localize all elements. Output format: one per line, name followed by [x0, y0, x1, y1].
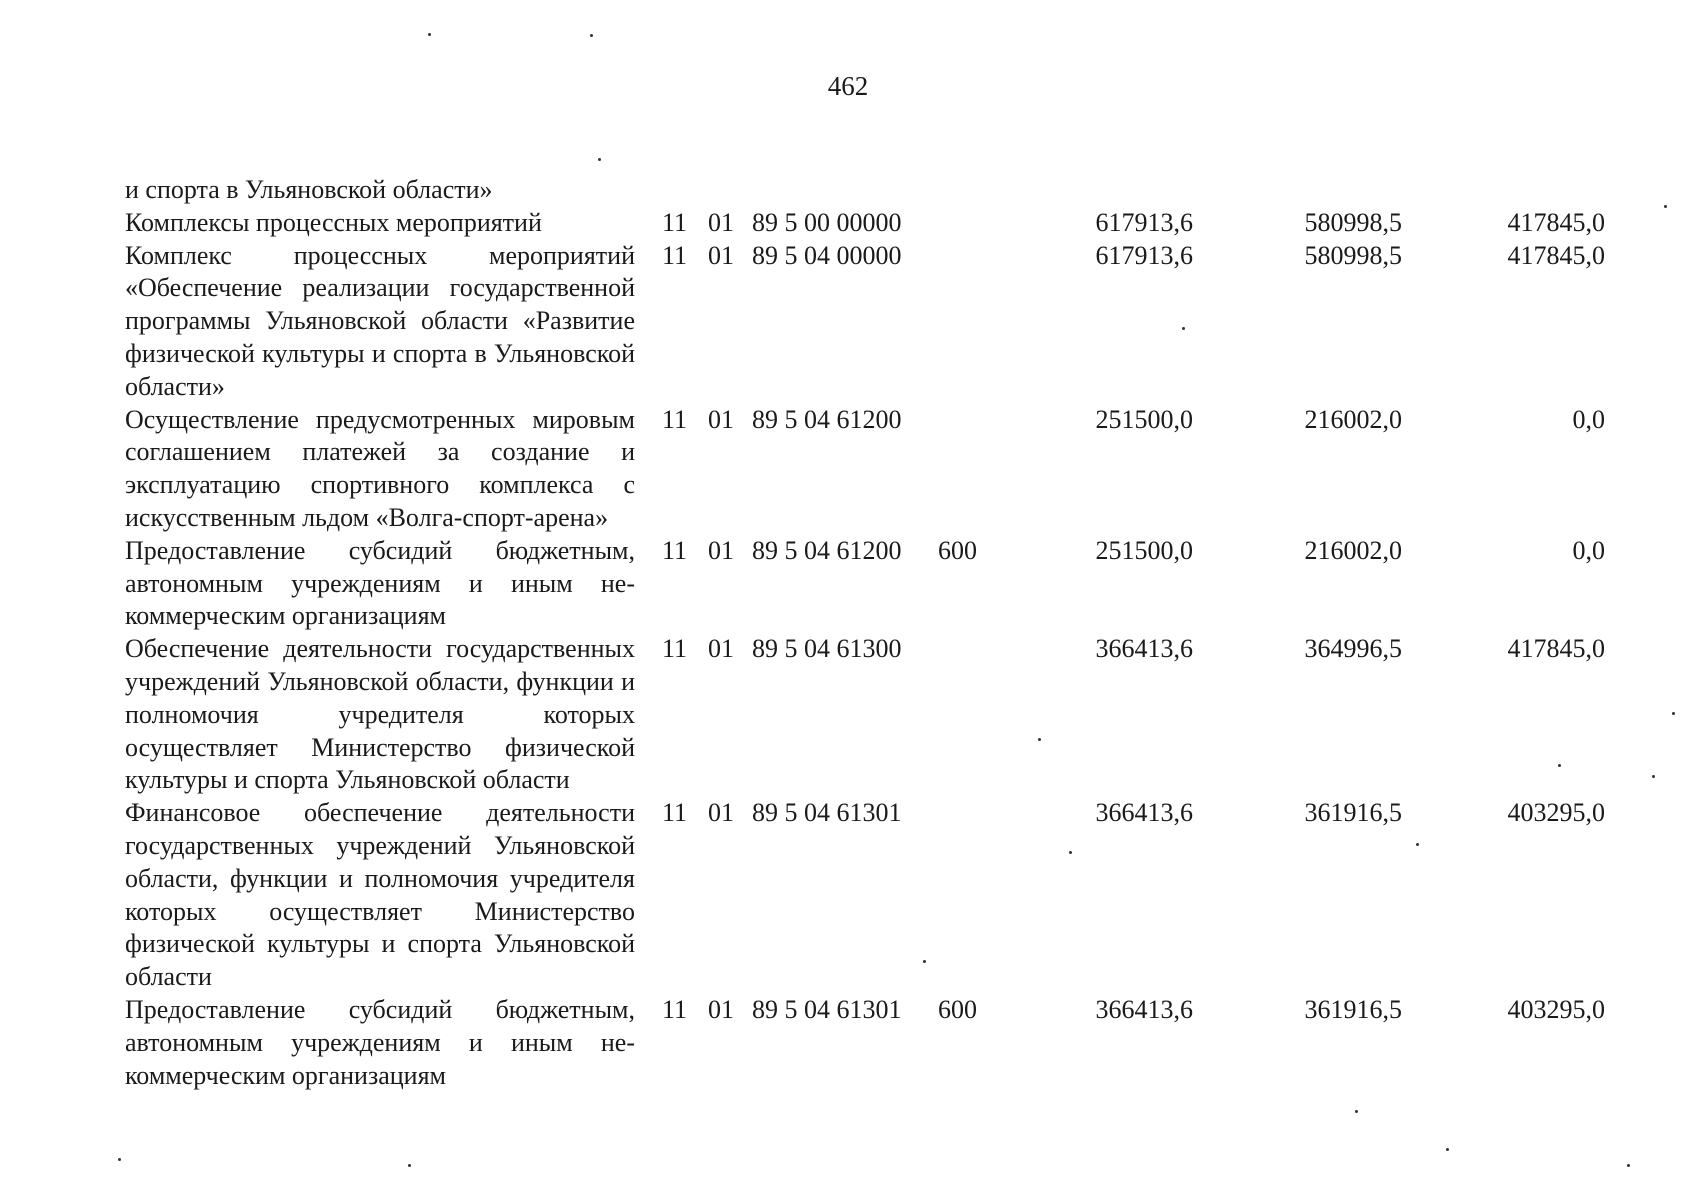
- row-amount-1: 366413,6: [1095, 798, 1193, 828]
- row-amount-3: 417845,0: [1507, 240, 1605, 270]
- table-row: [125, 535, 1605, 633]
- row-name: Обеспечение деятельности государственных учреждений Ульяновской области, функции и полномочия учредителя которых осуществляет Министерство физической культуры и спорта Ульяновской области: [125, 634, 635, 795]
- row-amount-2: 361916,5: [1304, 994, 1402, 1024]
- scan-speck: [590, 34, 593, 37]
- scan-speck: [1627, 1164, 1630, 1167]
- scan-speck: [1182, 327, 1185, 330]
- row-amount-2: 361916,5: [1304, 798, 1402, 828]
- row-subsection: [708, 174, 752, 207]
- row-target-article: 89 5 04 61200: [752, 404, 902, 434]
- row-section: 11: [662, 994, 688, 1024]
- row-amount-1: [1018, 174, 1193, 207]
- row-target-article: 89 5 00 00000: [752, 207, 902, 237]
- row-target-article: 89 5 04 61301: [752, 994, 902, 1024]
- row-target-article: 89 5 04 00000: [752, 240, 902, 270]
- row-section: 11: [662, 404, 688, 434]
- row-section: [635, 174, 708, 207]
- row-section: 11: [662, 798, 688, 828]
- row-subsection: 01: [708, 240, 734, 270]
- scan-speck: [598, 158, 601, 161]
- row-subsection: 01: [708, 994, 734, 1024]
- scan-speck: [1446, 1148, 1449, 1151]
- row-expense-type: [938, 174, 1018, 207]
- row-amount-2: 364996,5: [1304, 634, 1402, 664]
- row-expense-type: [938, 633, 1018, 797]
- scan-speck: [428, 33, 431, 36]
- row-name: Комплекс процессных мероприятий «Обеспечение реализации государственной программы Ульяновской области «Развитие физической культуры и спорта в Ульяновской области»: [125, 240, 635, 401]
- row-name: Комплексы процессных мероприятий: [125, 207, 542, 237]
- row-amount-1: 617913,6: [1095, 240, 1193, 270]
- row-amount-1: 366413,6: [1095, 994, 1193, 1024]
- row-amount-1: 617913,6: [1095, 207, 1193, 237]
- table-row: [125, 994, 1605, 1092]
- row-expense-type: 600: [938, 994, 977, 1024]
- scan-speck: [1652, 775, 1655, 778]
- row-name: и спорта в Ульяновской области»: [125, 175, 493, 204]
- table-row: [125, 797, 1605, 994]
- row-amount-2: 580998,5: [1304, 240, 1402, 270]
- budget-table: [125, 174, 1605, 1092]
- table-row: [125, 207, 1605, 240]
- table-row: [125, 240, 1605, 404]
- table-row: [125, 404, 1605, 535]
- row-expense-type: [938, 404, 1018, 535]
- row-amount-3: 417845,0: [1507, 207, 1605, 237]
- row-amount-2: 216002,0: [1304, 535, 1402, 565]
- row-subsection: 01: [708, 634, 734, 664]
- page-number: 462: [827, 71, 869, 101]
- row-expense-type: [938, 797, 1018, 994]
- row-amount-2: [1193, 174, 1402, 207]
- scan-speck: [1558, 764, 1561, 767]
- row-target-article: [752, 174, 938, 207]
- row-amount-1: 251500,0: [1095, 404, 1193, 434]
- table-row: [125, 174, 1605, 207]
- row-subsection: 01: [708, 404, 734, 434]
- row-target-article: 89 5 04 61301: [752, 798, 902, 828]
- scan-speck: [923, 960, 926, 963]
- table-row: [125, 633, 1605, 797]
- row-expense-type: 600: [938, 535, 977, 565]
- scan-speck: [1355, 1110, 1358, 1113]
- row-amount-3: 0,0: [1572, 535, 1605, 565]
- row-amount-1: 251500,0: [1095, 535, 1193, 565]
- scan-speck: [1416, 843, 1419, 846]
- row-section: 11: [662, 240, 688, 270]
- row-section: 11: [662, 535, 688, 565]
- row-name: Осуществление предусмотренных мировым соглашением платежей за создание и эксплуатацию спортивного комплекса с искусственным льдом «Волга-спорт-арена»: [125, 404, 635, 532]
- row-amount-3: 417845,0: [1507, 634, 1605, 664]
- row-amount-3: 0,0: [1572, 404, 1605, 434]
- scan-speck: [118, 1158, 121, 1161]
- row-expense-type: [938, 207, 1018, 240]
- row-subsection: 01: [708, 535, 734, 565]
- row-target-article: 89 5 04 61300: [752, 634, 902, 664]
- row-target-article: 89 5 04 61200: [752, 535, 902, 565]
- row-expense-type: [938, 240, 1018, 404]
- scan-speck: [1672, 712, 1675, 715]
- row-amount-2: 216002,0: [1304, 404, 1402, 434]
- row-subsection: 01: [708, 207, 734, 237]
- row-section: 11: [662, 634, 688, 664]
- row-amount-2: 580998,5: [1304, 207, 1402, 237]
- row-subsection: 01: [708, 798, 734, 828]
- scan-speck: [1038, 738, 1041, 741]
- row-amount-1: 366413,6: [1095, 634, 1193, 664]
- row-amount-3: [1402, 174, 1605, 207]
- row-section: 11: [662, 207, 688, 237]
- row-name: Предоставление субсидий бюджетным, автономным учреждениям и иным некоммерческим организациям: [125, 994, 635, 1090]
- scan-speck: [1069, 851, 1072, 854]
- row-name: Финансовое обеспечение деятельности государственных учреждений Ульяновской области, функции и полномочия учредителя которых осуществляет Министерство физической культуры и спорта Ульяновской области: [125, 798, 635, 992]
- scan-speck: [408, 1164, 411, 1167]
- row-amount-3: 403295,0: [1507, 994, 1605, 1024]
- scan-speck: [1664, 205, 1667, 208]
- row-name: Предоставление субсидий бюджетным, автономным учреждениям и иным некоммерческим организациям: [125, 535, 635, 631]
- row-amount-3: 403295,0: [1507, 798, 1605, 828]
